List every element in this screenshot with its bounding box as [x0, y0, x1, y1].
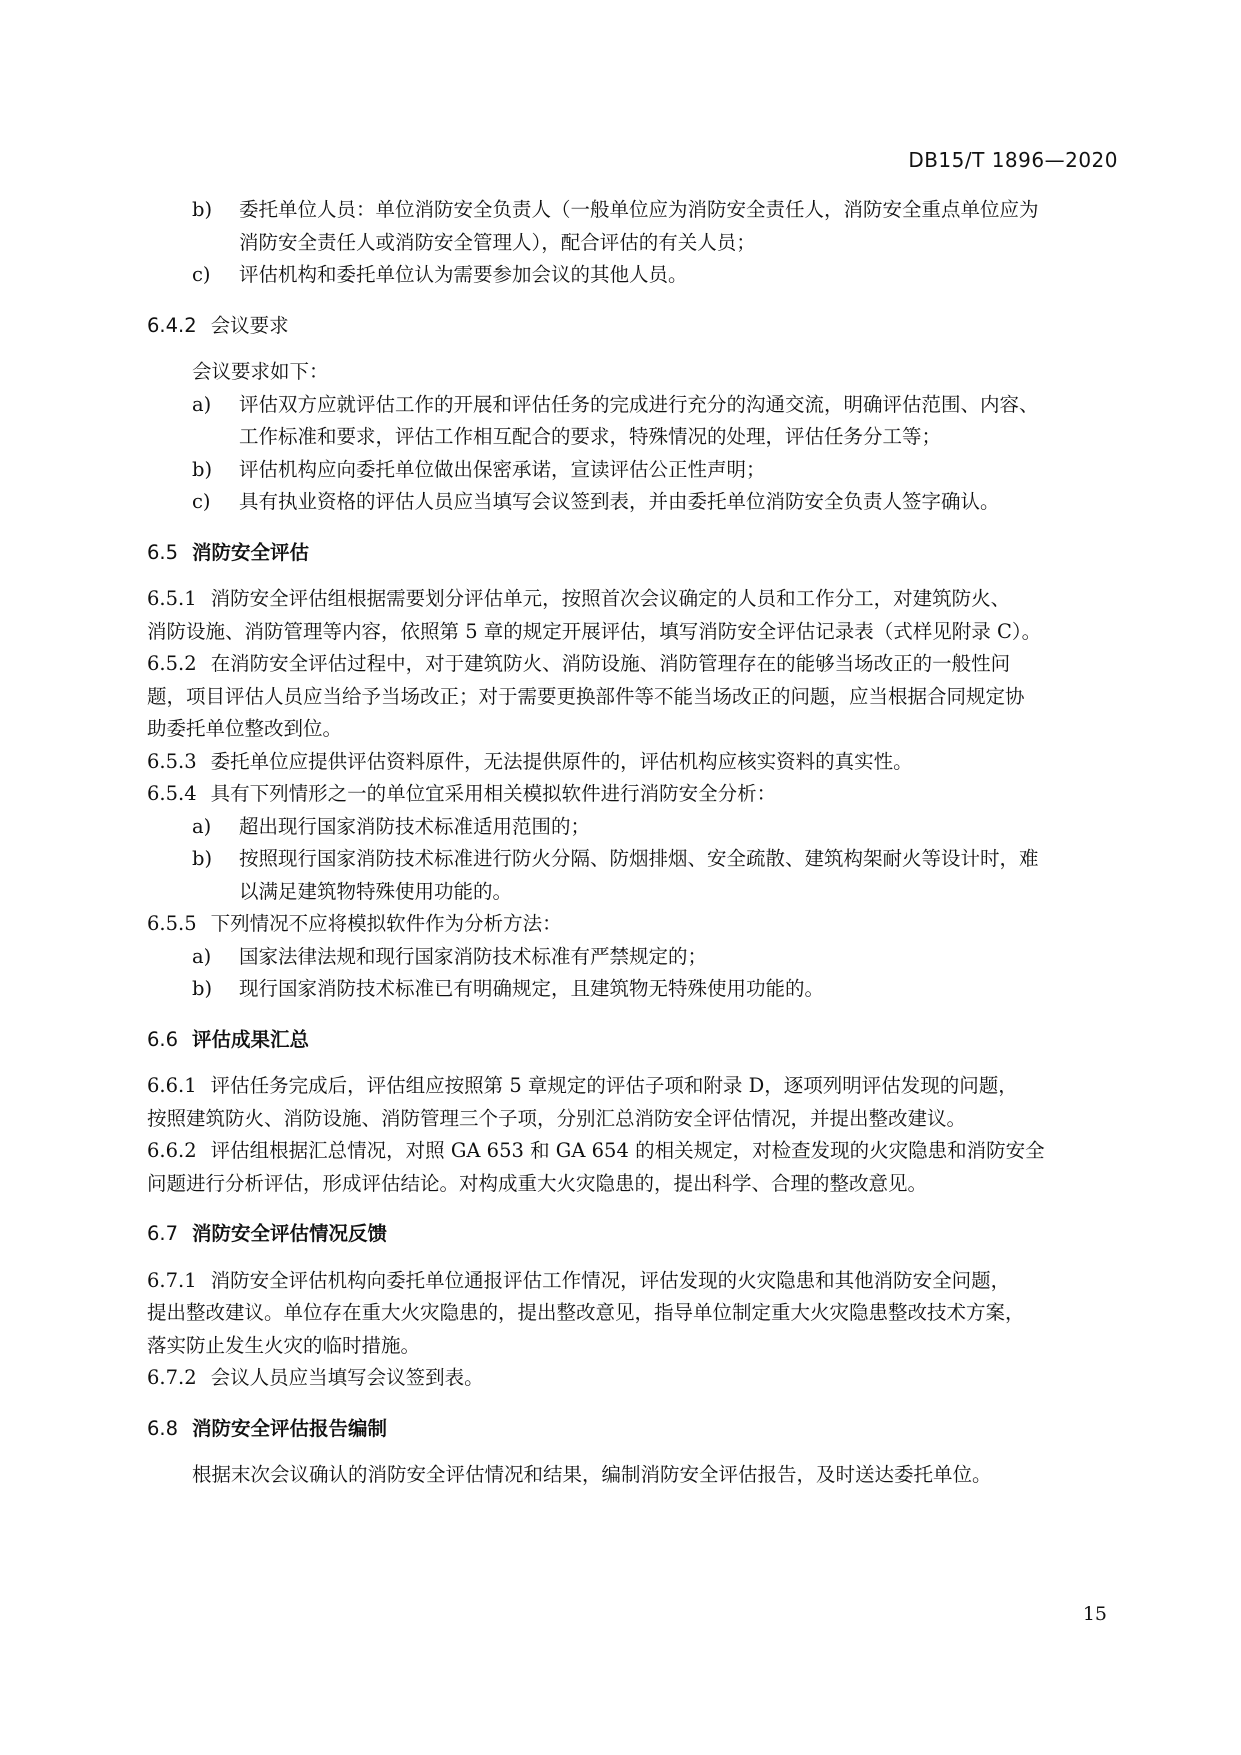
section-number: 6.5 — [147, 540, 179, 564]
clause-number: 6.5.2 — [147, 652, 197, 675]
list-item-s641-c — [147, 259, 1119, 292]
text-line: 下列情况不应将模拟软件作为分析方法： — [210, 912, 562, 935]
list-label: a) — [192, 944, 212, 968]
text-line: 提出整改建议。单位存在重大火灾隐患的，提出整改意见，指导单位制定重大火灾隐患整改技术方案， — [147, 1301, 1025, 1324]
text-line: 具有下列情形之一的单位宜采用相关模拟软件进行消防安全分析： — [210, 782, 777, 805]
text-line: 委托单位人员：单位消防安全负责人（一般单位应为消防安全责任人，消防安全重点单位应为 — [239, 198, 1039, 221]
clause-6-5-3 — [147, 746, 1119, 779]
text-line: 评估双方应就评估工作的开展和评估任务的完成进行充分的沟通交流，明确评估范围、内容、 — [239, 392, 1039, 416]
section-heading-6-5 — [147, 537, 1119, 570]
list-label: c) — [192, 490, 211, 513]
text-line: 消防安全责任人或消防安全管理人），配合评估的有关人员； — [239, 230, 756, 254]
section-heading-6-6 — [147, 1024, 1119, 1057]
clause-6-6-1 — [147, 1070, 1119, 1135]
clause-6-7-2 — [147, 1362, 1119, 1395]
clause-number: 6.5.3 — [147, 749, 197, 773]
list-label: c) — [192, 263, 211, 286]
list-item-s642-c — [147, 486, 1119, 519]
list-label: a) — [192, 814, 212, 838]
clause-number: 6.7.1 — [147, 1268, 197, 1292]
text-line: 以满足建筑物特殊使用功能的。 — [239, 879, 513, 903]
list-label: b) — [192, 977, 213, 1000]
text-line: 助委托单位整改到位。 — [147, 717, 343, 740]
text-line: 国家法律法规和现行国家消防技术标准有严禁规定的； — [239, 944, 708, 968]
text-line: 超出现行国家消防技术标准适用范围的； — [239, 814, 591, 838]
text-line: 评估机构应向委托单位做出保密承诺，宣读评估公正性声明； — [239, 457, 766, 481]
text-line: 评估组根据汇总情况，对照 GA 653 和 GA 654 的相关规定，对检查发现的火灾隐患和消防安全 — [210, 1139, 1045, 1162]
text-line: 消防安全评估组根据需要划分评估单元，按照首次会议确定的人员和工作分工，对建筑防火、 — [210, 587, 1011, 610]
list-item-s642-b — [147, 454, 1119, 487]
text-line: 委托单位应提供评估资料原件，无法提供原件的，评估机构应核实资料的真实性。 — [210, 749, 913, 773]
section-title: 消防安全评估情况反馈 — [192, 1222, 388, 1245]
list-label: b) — [192, 457, 213, 481]
list-item-s641-b — [147, 194, 1119, 259]
text-line: 问题进行分析评估，形成评估结论。对构成重大火灾隐患的，提出科学、合理的整改意见。 — [147, 1171, 928, 1195]
clause-6-5-1 — [147, 583, 1119, 648]
list-item-s655-b — [147, 973, 1119, 1006]
standard-code: DB15/T 1896—2020 — [908, 148, 1118, 172]
clause-6-5-5 — [147, 908, 1119, 1006]
clause-number: 6.6.1 — [147, 1074, 197, 1097]
clause-heading-6-4-2 — [147, 310, 1119, 343]
clause-number: 6.7.2 — [147, 1366, 197, 1389]
text-line: 消防安全评估机构向委托单位通报评估工作情况，评估发现的火灾隐患和其他消防安全问题， — [210, 1268, 1011, 1292]
clause-number: 6.5.1 — [147, 587, 197, 610]
section-title: 评估成果汇总 — [192, 1027, 310, 1051]
list-label: b) — [192, 198, 213, 221]
clause-number: 6.6.2 — [147, 1139, 197, 1162]
section-number: 6.8 — [147, 1416, 179, 1440]
clause-number: 6.5.5 — [147, 912, 197, 935]
text-line: 会议人员应当填写会议签到表。 — [210, 1366, 484, 1389]
clause-title: 会议要求 — [210, 313, 289, 337]
list-label: a) — [192, 392, 212, 416]
intro-text: 会议要求如下： — [192, 360, 329, 383]
clause-6-6-2 — [147, 1135, 1119, 1200]
paragraph-text: 根据末次会议确认的消防安全评估情况和结果，编制消防安全评估报告，及时送达委托单位。 — [192, 1463, 992, 1486]
list-item-s654-a — [147, 811, 1119, 844]
text-line: 在消防安全评估过程中，对于建筑防火、消防设施、消防管理存在的能够当场改正的一般性问 — [210, 652, 1011, 675]
section-title: 消防安全评估报告编制 — [192, 1416, 388, 1440]
text-line: 评估机构和委托单位认为需要参加会议的其他人员。 — [239, 263, 688, 286]
clause-number: 6.4.2 — [147, 313, 197, 337]
list-item-s655-a — [147, 941, 1119, 974]
section-number: 6.7 — [147, 1222, 179, 1245]
list-label: b) — [192, 847, 213, 870]
page-number: 15 — [1082, 1603, 1107, 1625]
clause-number: 6.5.4 — [147, 782, 197, 805]
text-line: 落实防止发生火灾的临时措施。 — [147, 1333, 421, 1357]
section-number: 6.6 — [147, 1027, 179, 1051]
list-item-s642-a — [147, 389, 1119, 454]
text-line: 消防设施、消防管理等内容，依照第 5 章的规定开展评估，填写消防安全评估记录表（式样见附录 C）。 — [147, 619, 1042, 643]
clause-6-5-4 — [147, 778, 1119, 908]
section-title: 消防安全评估 — [192, 540, 310, 564]
text-line: 题，项目评估人员应当给予当场改正；对于需要更换部件等不能当场改正的问题，应当根据合同规定协 — [147, 684, 1025, 708]
text-line: 评估任务完成后，评估组应按照第 5 章规定的评估子项和附录 D，逐项列明评估发现的问题， — [210, 1074, 1018, 1097]
text-line: 按照现行国家消防技术标准进行防火分隔、防烟排烟、安全疏散、建筑构架耐火等设计时，难 — [239, 847, 1039, 870]
section-heading-6-8 — [147, 1413, 1119, 1446]
text-line: 工作标准和要求，评估工作相互配合的要求，特殊情况的处理，评估任务分工等； — [239, 425, 942, 448]
text-line: 现行国家消防技术标准已有明确规定，且建筑物无特殊使用功能的。 — [239, 977, 825, 1000]
clause-6-5-2 — [147, 648, 1119, 746]
text-line: 按照建筑防火、消防设施、消防管理三个子项，分别汇总消防安全评估情况，并提出整改建议。 — [147, 1106, 967, 1130]
list-item-s654-b — [147, 843, 1119, 908]
clause-6-7-1 — [147, 1265, 1119, 1363]
text-line: 具有执业资格的评估人员应当填写会议签到表，并由委托单位消防安全负责人签字确认。 — [239, 490, 1000, 513]
page-content — [147, 194, 1119, 1492]
section-heading-6-7 — [147, 1218, 1119, 1251]
